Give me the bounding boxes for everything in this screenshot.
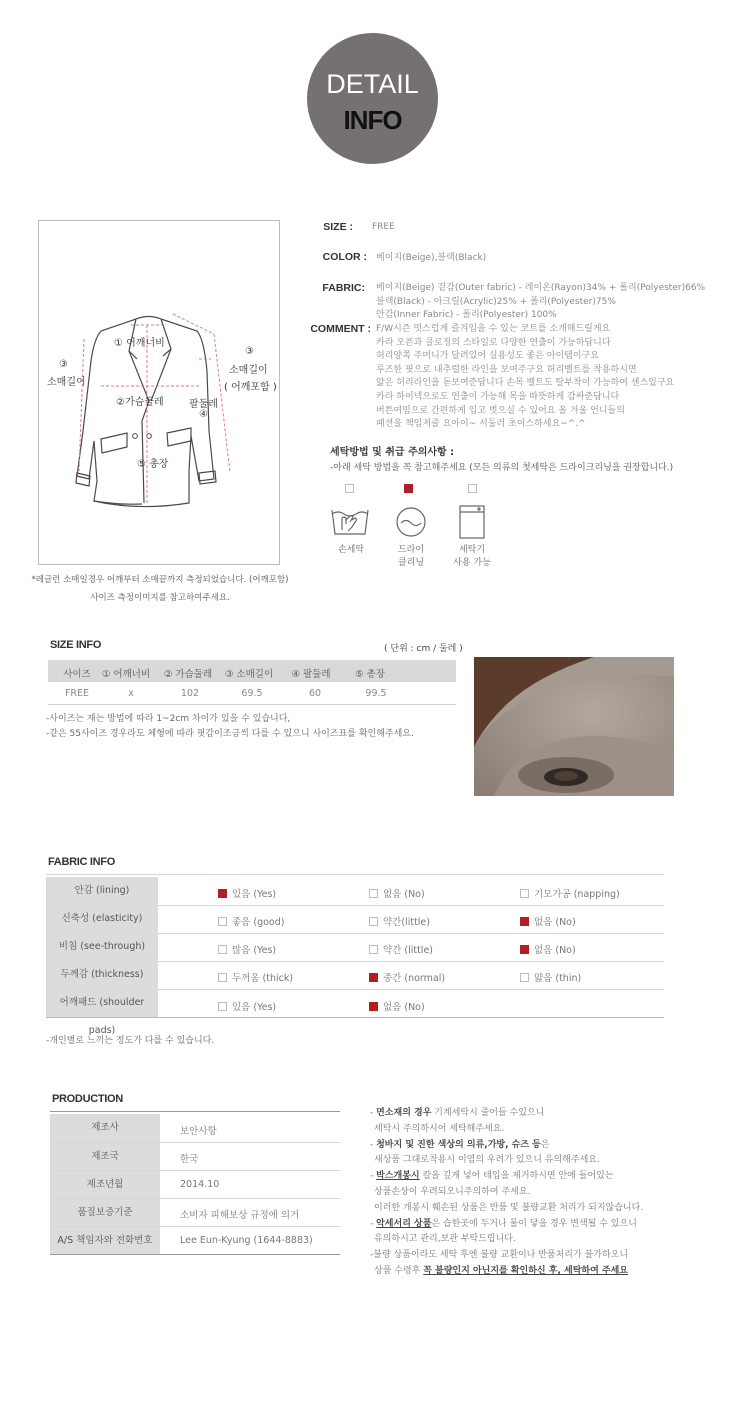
option-checkbox — [369, 973, 378, 982]
production-divider — [50, 1254, 340, 1255]
label-shoulder: ① 어깨너비 — [114, 338, 165, 349]
fabric-option — [369, 886, 425, 900]
production-value: 2014.10 — [180, 1179, 220, 1190]
comment-line: 허리양쪽 주머니가 달려있어 실용성도 좋은 아이템이구요 — [376, 351, 599, 362]
fabric-row-label: 어깨패드 (shoulder pads) — [46, 989, 158, 1017]
fabric-option — [520, 914, 576, 928]
size-label: SIZE : — [323, 221, 353, 233]
dry-clean-label-2: 클리닝 — [397, 558, 425, 568]
care-line: 유의하시고 관리,보관 부탁드립니다. — [374, 1234, 516, 1245]
fabric-option — [218, 999, 276, 1013]
option-checkbox — [369, 917, 378, 926]
hand-wash-icon — [330, 504, 370, 538]
fabric-option — [369, 914, 430, 928]
fabric-info-title: FABRIC INFO — [48, 856, 115, 868]
color-value: 베이지(Beige),블랙(Black) — [376, 253, 487, 263]
fabric-note: -개인별로 느끼는 정도가 다를 수 있습니다. — [46, 1036, 215, 1046]
option-text: 얇음 (thin) — [534, 973, 582, 984]
fabric-value — [376, 282, 706, 323]
fabric-closeup-photo — [474, 657, 674, 796]
label-length: ⑤ 총장 — [137, 459, 169, 470]
size-header-length: ⑤ 총장 — [355, 669, 385, 680]
diagram-note-1: *레글런 소매일경우 어깨부터 소매끝까지 측정되었습니다. (어깨포함) — [31, 575, 289, 585]
option-text: 약간(little) — [383, 917, 430, 928]
option-checkbox — [369, 889, 378, 898]
option-checkbox — [520, 917, 529, 926]
detail-info-badge — [307, 33, 438, 164]
fabric-label: FABRIC: — [322, 282, 365, 294]
care-line: - 청바지 및 진한 색상의 의류,가방, 슈즈 등은 — [370, 1139, 550, 1150]
care-line: - 박스개봉시 칼을 깊게 넣어 테입을 제거하시면 안에 들어있는 — [370, 1171, 614, 1182]
comment-line: 루즈한 핏으로 내추럴한 라인을 보여주구요 허리벨트를 착용하시면 — [376, 364, 637, 375]
measurement-diagram — [38, 220, 280, 565]
hand-wash-label: 손세탁 — [337, 545, 365, 555]
fabric-option — [218, 886, 276, 900]
fabric-option — [218, 914, 284, 928]
badge-line1: DETAIL — [326, 69, 419, 99]
option-checkbox — [520, 889, 529, 898]
size-row-divider — [48, 704, 456, 705]
label-sleeve-right: 소매길이 — [229, 365, 268, 376]
size-info-unit: ( 단위 : cm / 둘레 ) — [384, 644, 463, 654]
care-line: 이러한 개봉시 훼손된 상품은 반품 및 불량교환 처리가 되지않습니다. — [374, 1202, 644, 1213]
comment-line: 카라 하이넥으로도 연출이 가능해 목을 따뜻하게 감싸준답니다 — [376, 391, 620, 402]
care-line: 세탁시 주의하시어 세탁해주세요. — [374, 1123, 505, 1134]
size-cell: FREE — [64, 688, 90, 699]
fabric-line: 베이지(Beige) 겉감(Outer fabric) - 레이온(Rayon)34% + 폴리(Polyester)66% — [376, 283, 706, 293]
care-line: 상품손상이 우려되오니주의하여 주세요. — [374, 1186, 531, 1197]
washing-machine-label-2: 사용 가능 — [453, 558, 491, 568]
size-cell: 102 — [180, 688, 200, 699]
option-checkbox — [369, 1002, 378, 1011]
fabric-row-label: 안감 (lining) — [46, 877, 158, 905]
washing-machine-icon — [458, 504, 486, 540]
option-checkbox — [218, 917, 227, 926]
fabric-option — [520, 886, 620, 900]
production-value: 보안사항 — [180, 1126, 217, 1137]
option-text: 없음 (No) — [383, 889, 425, 900]
size-cell: x — [128, 688, 134, 699]
fabric-line: 안감(Inner Fabric) - 폴리(Polyester) 100% — [376, 310, 557, 321]
label-sleeve-right-note: ( 어깨포함 ) — [224, 382, 277, 393]
care-line: - 면소재의 경우 기계세탁시 줄어들 수있으니 — [370, 1108, 545, 1118]
label-arm-num: ④ — [199, 409, 208, 420]
size-info-title: SIZE INFO — [50, 639, 102, 651]
option-text: 있음 (Yes) — [232, 889, 277, 900]
color-label: COLOR : — [322, 251, 367, 263]
production-label: 제조사 — [50, 1114, 160, 1142]
option-checkbox — [218, 945, 227, 954]
washing-machine-label — [442, 544, 502, 570]
option-text: 약간 (little) — [383, 945, 433, 956]
fabric-option — [218, 942, 276, 956]
size-note-1: -사이즈는 재는 방법에 따라 1~2cm 차이가 있을 수 있습니다, — [46, 714, 291, 724]
comment-line: 카라 오픈과 클로징의 스타일로 다양한 연출이 가능하답니다 — [376, 337, 611, 348]
size-header-sleeve: ③ 소매길이 — [224, 669, 274, 680]
fabric-option — [520, 970, 581, 984]
production-divider — [50, 1111, 340, 1112]
fabric-divider — [46, 1017, 664, 1018]
label-sleeve-left-num: ③ — [59, 359, 68, 370]
fabric-option — [369, 970, 445, 984]
production-value: 소비자 피해보상 규정에 의거 — [180, 1210, 300, 1221]
care-notes — [370, 1106, 670, 1280]
option-text: 없음 (No) — [534, 945, 576, 956]
size-header-arm: ④ 팔둘레 — [291, 669, 331, 680]
comment-line: 얇은 허리라인을 돋보여준답니다 손목 벨트도 탈부착이 가능하여 센스있구요 — [376, 378, 675, 389]
care-line: 상품 수령후 꼭 불량인지 아닌지를 확인하신 후, 세탁하여 주세요 — [374, 1265, 628, 1276]
production-title: PRODUCTION — [52, 1093, 123, 1105]
care-line: - 악세서리 상품은 습한곳에 두거나 물이 닿을 경우 변색될 수 있으니 — [370, 1218, 637, 1229]
badge-line2: INFO — [343, 105, 402, 135]
comment-value — [376, 323, 706, 432]
option-checkbox — [520, 973, 529, 982]
option-checkbox — [218, 1002, 227, 1011]
production-label: 품질보증기준 — [50, 1199, 160, 1227]
production-label: 제조년월 — [50, 1171, 160, 1199]
option-checkbox — [218, 889, 227, 898]
option-checkbox — [369, 945, 378, 954]
option-text: 두꺼움 (thick) — [232, 973, 294, 984]
label-sleeve-right-num: ③ — [245, 346, 254, 357]
option-text: 중간 (normal) — [383, 973, 446, 984]
option-checkbox — [218, 973, 227, 982]
size-header-chest: ② 가슴둘레 — [163, 669, 213, 680]
fabric-line: 블랙(Black) - 아크릴(Acrylic)25% + 폴리(Polyester)75% — [376, 296, 616, 307]
dry-clean-label — [381, 544, 441, 570]
fabric-row-label: 비침 (see-through) — [46, 933, 158, 961]
fabric-option — [520, 942, 576, 956]
label-chest: ②가슴둘레 — [116, 397, 164, 408]
washing-machine-label-1: 세탁기 — [458, 545, 486, 555]
size-cell: 99.5 — [365, 688, 387, 699]
comment-line: 버튼여밈으로 간편하게 입고 벗으실 수 있어요 올 겨울 언니들의 — [376, 405, 625, 416]
option-text: 없음 (No) — [534, 917, 576, 928]
fabric-row-label: 신축성 (elasticity) — [46, 905, 158, 933]
size-header-size: 사이즈 — [63, 669, 91, 680]
fabric-option — [369, 942, 433, 956]
washing-machine-checkbox — [468, 484, 477, 493]
washing-title: 세탁방법 및 취급 주의사항 : — [330, 447, 455, 458]
label-sleeve-left: 소매길이 — [47, 377, 86, 388]
size-cell: 69.5 — [241, 688, 263, 699]
fabric-option — [369, 999, 425, 1013]
hand-wash-checkbox — [345, 484, 354, 493]
option-text: 없음 (No) — [383, 1002, 425, 1013]
size-value: FREE — [372, 222, 395, 232]
fabric-divider — [46, 874, 664, 875]
size-header-shoulder: ① 어깨너비 — [101, 669, 151, 680]
dry-clean-checkbox — [404, 484, 413, 493]
production-label: A/S 책임자와 전화번호 — [50, 1227, 160, 1255]
care-line: -불량 상품이라도 세탁 후엔 불량 교환이나 반품처리가 불가하오니 — [370, 1250, 629, 1261]
option-text: 기모가공 (napping) — [534, 889, 620, 900]
option-text: 많음 (Yes) — [232, 945, 277, 956]
production-value: Lee Eun-Kyung (1644-8883) — [180, 1235, 313, 1246]
production-label: 제조국 — [50, 1143, 160, 1171]
production-value: 한국 — [180, 1154, 199, 1165]
washing-subtitle: -아래 세탁 방법을 꼭 참고해주세요 (모든 의류의 첫세탁은 드라이크리닝을 권장합니다.) — [330, 463, 674, 473]
size-cell: 60 — [308, 688, 322, 699]
dry-clean-icon — [394, 506, 428, 538]
option-text: 좋음 (good) — [232, 917, 285, 928]
care-line: 새상품 그대로착용시 이염의 우려가 있으니 유의해주세요. — [374, 1155, 600, 1166]
diagram-note-2: 사이즈 측정이미지를 참고하여주세요. — [90, 593, 230, 603]
dry-clean-label-1: 드라이 — [397, 545, 425, 555]
option-checkbox — [520, 945, 529, 954]
comment-line: F/W시즌 멋스럽게 즐겨입을 수 있는 코트를 소개해드릴게요 — [376, 324, 611, 334]
label-arm: 팔둘레 — [189, 399, 218, 410]
size-note-2: -같은 55사이즈 경우라도 체형에 따라 핏감이조금씩 다를 수 있으니 사이즈표를 확인해주세요. — [46, 729, 414, 739]
comment-line: 패션을 책임져줄 요아이~ 서둘러 초이스하세요~^.^ — [376, 419, 586, 430]
fabric-option — [218, 970, 293, 984]
option-text: 있음 (Yes) — [232, 1002, 277, 1013]
comment-label: COMMENT : — [310, 323, 371, 335]
fabric-row-label: 두께감 (thickness) — [46, 961, 158, 989]
